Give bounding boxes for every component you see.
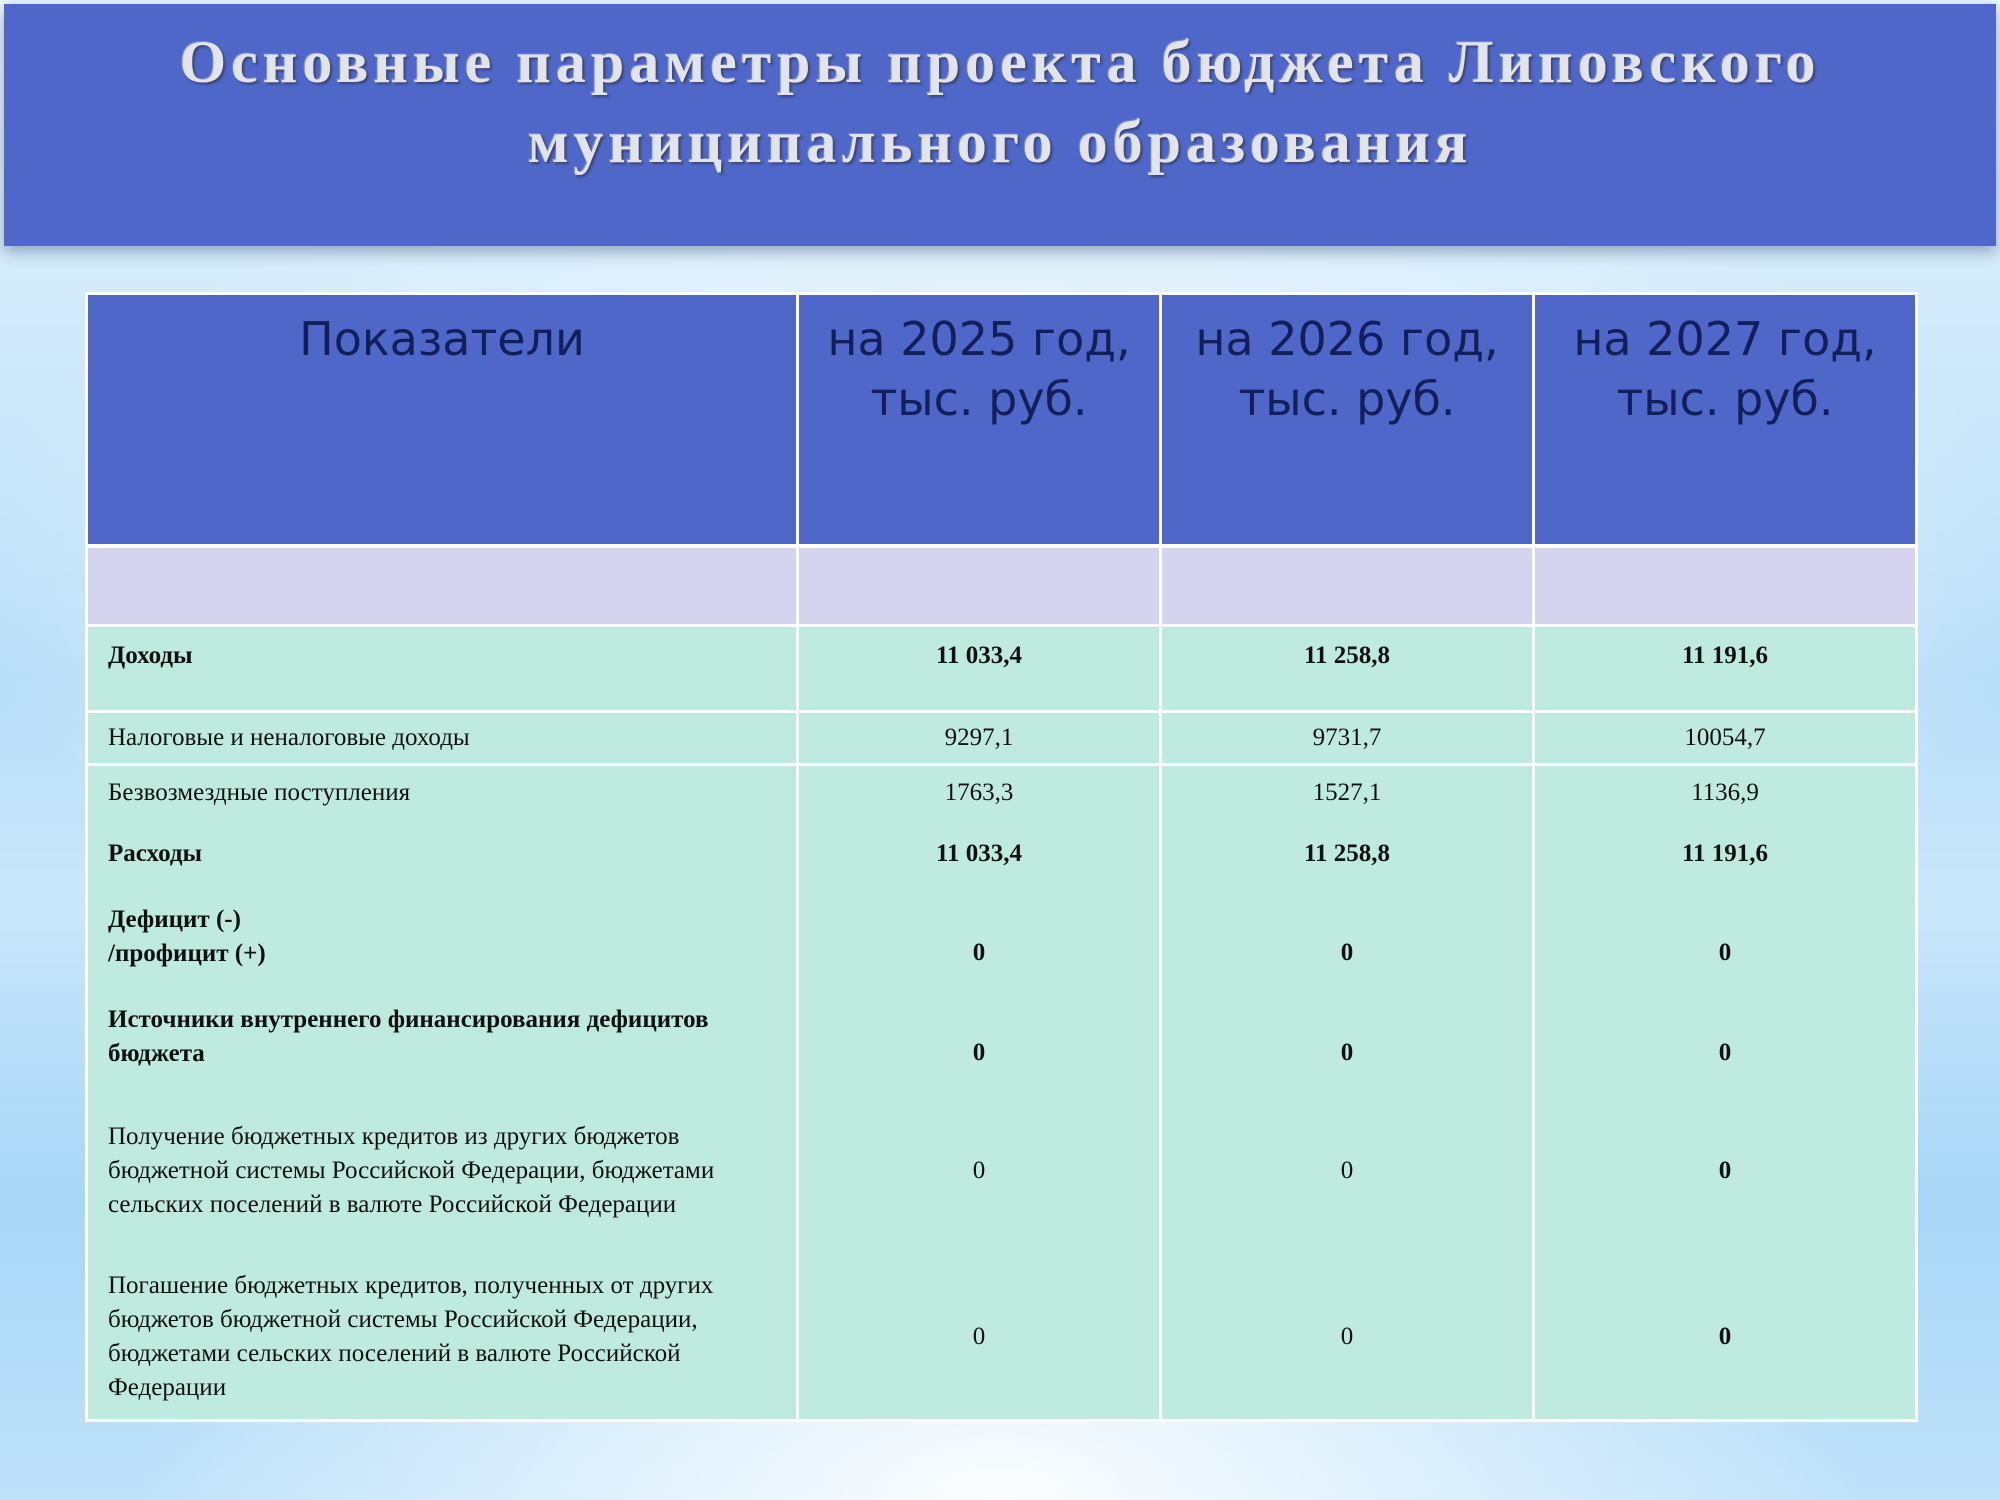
header-2025-line2: тыс. руб. — [870, 372, 1088, 426]
cell-income-2025: 11 033,4 — [798, 626, 1161, 712]
cell-free-2026: 1527,1 — [1161, 765, 1534, 821]
cell-tax-2026: 9731,7 — [1161, 712, 1534, 765]
page-title-line1: Основные параметры проекта бюджета Липовского — [179, 29, 1821, 95]
cell-expenses-2026: 11 258,8 — [1161, 821, 1534, 887]
table-row-repayment — [87, 1255, 1917, 1421]
cell-repayment-2025: 0 — [798, 1255, 1161, 1421]
cell-tax-2025: 9297,1 — [798, 712, 1161, 765]
row-label-expenses: Расходы — [87, 821, 798, 887]
header-2026-line1: на 2026 год, — [1195, 312, 1499, 366]
header-2025-line1: на 2025 год, — [827, 312, 1131, 366]
cell-repayment-2026: 0 — [1161, 1255, 1534, 1421]
row-label-repayment: Погашение бюджетных кредитов, полученных от других бюджетов бюджетной системы Российской Федерации, бюджетами сельских поселений в валюте Российской Федерации — [87, 1255, 798, 1421]
spacer-cell — [1534, 546, 1917, 626]
cell-deficit-2027: 0 — [1534, 887, 1917, 987]
cell-receipt-2026: 0 — [1161, 1087, 1534, 1255]
cell-expenses-2025: 11 033,4 — [798, 821, 1161, 887]
page-title — [4, 22, 1996, 182]
title-banner — [4, 4, 1996, 246]
spacer-cell — [798, 546, 1161, 626]
cell-expenses-2027: 11 191,6 — [1534, 821, 1917, 887]
cell-deficit-2026: 0 — [1161, 887, 1534, 987]
cell-tax-2027: 10054,7 — [1534, 712, 1917, 765]
cell-repayment-2027: 0 — [1534, 1255, 1917, 1421]
spacer-cell — [1161, 546, 1534, 626]
header-indicators: Показатели — [87, 294, 798, 546]
header-2026 — [1161, 294, 1534, 546]
table-row-deficit — [87, 887, 1917, 987]
spacer-row — [87, 546, 1917, 626]
header-2026-line2: тыс. руб. — [1238, 372, 1456, 426]
row-label-income: Доходы — [87, 626, 798, 712]
cell-income-2026: 11 258,8 — [1161, 626, 1534, 712]
spacer-cell — [87, 546, 798, 626]
table-row-tax — [87, 712, 1917, 765]
cell-deficit-2025: 0 — [798, 887, 1161, 987]
header-2027-line2: тыс. руб. — [1616, 372, 1834, 426]
budget-table — [85, 292, 1918, 1422]
page-title-line2: муниципального образования — [527, 109, 1473, 175]
header-2025 — [798, 294, 1161, 546]
header-2027 — [1534, 294, 1917, 546]
cell-free-2025: 1763,3 — [798, 765, 1161, 821]
table-row-sources — [87, 987, 1917, 1087]
cell-sources-2027: 0 — [1534, 987, 1917, 1087]
row-label-deficit-line1: Дефицит (-) — [108, 905, 241, 933]
table-row-income — [87, 626, 1917, 712]
table-header-row — [87, 294, 1917, 546]
row-label-deficit — [87, 887, 798, 987]
cell-receipt-2027: 0 — [1534, 1087, 1917, 1255]
row-label-deficit-line2: /профицит (+) — [108, 939, 266, 967]
table-row-receipt — [87, 1087, 1917, 1255]
table-row-expenses — [87, 821, 1917, 887]
cell-free-2027: 1136,9 — [1534, 765, 1917, 821]
cell-sources-2026: 0 — [1161, 987, 1534, 1087]
table-row-free — [87, 765, 1917, 821]
row-label-sources: Источники внутреннего финансирования дефицитов бюджета — [87, 987, 798, 1087]
cell-income-2027: 11 191,6 — [1534, 626, 1917, 712]
header-2027-line1: на 2027 год, — [1573, 312, 1877, 366]
row-label-receipt: Получение бюджетных кредитов из других бюджетов бюджетной системы Российской Федерации, бюджетами сельских поселений в валюте Российской Федерации — [87, 1087, 798, 1255]
row-label-free: Безвозмездные поступления — [87, 765, 798, 821]
cell-sources-2025: 0 — [798, 987, 1161, 1087]
row-label-tax: Налоговые и неналоговые доходы — [87, 712, 798, 765]
cell-receipt-2025: 0 — [798, 1087, 1161, 1255]
